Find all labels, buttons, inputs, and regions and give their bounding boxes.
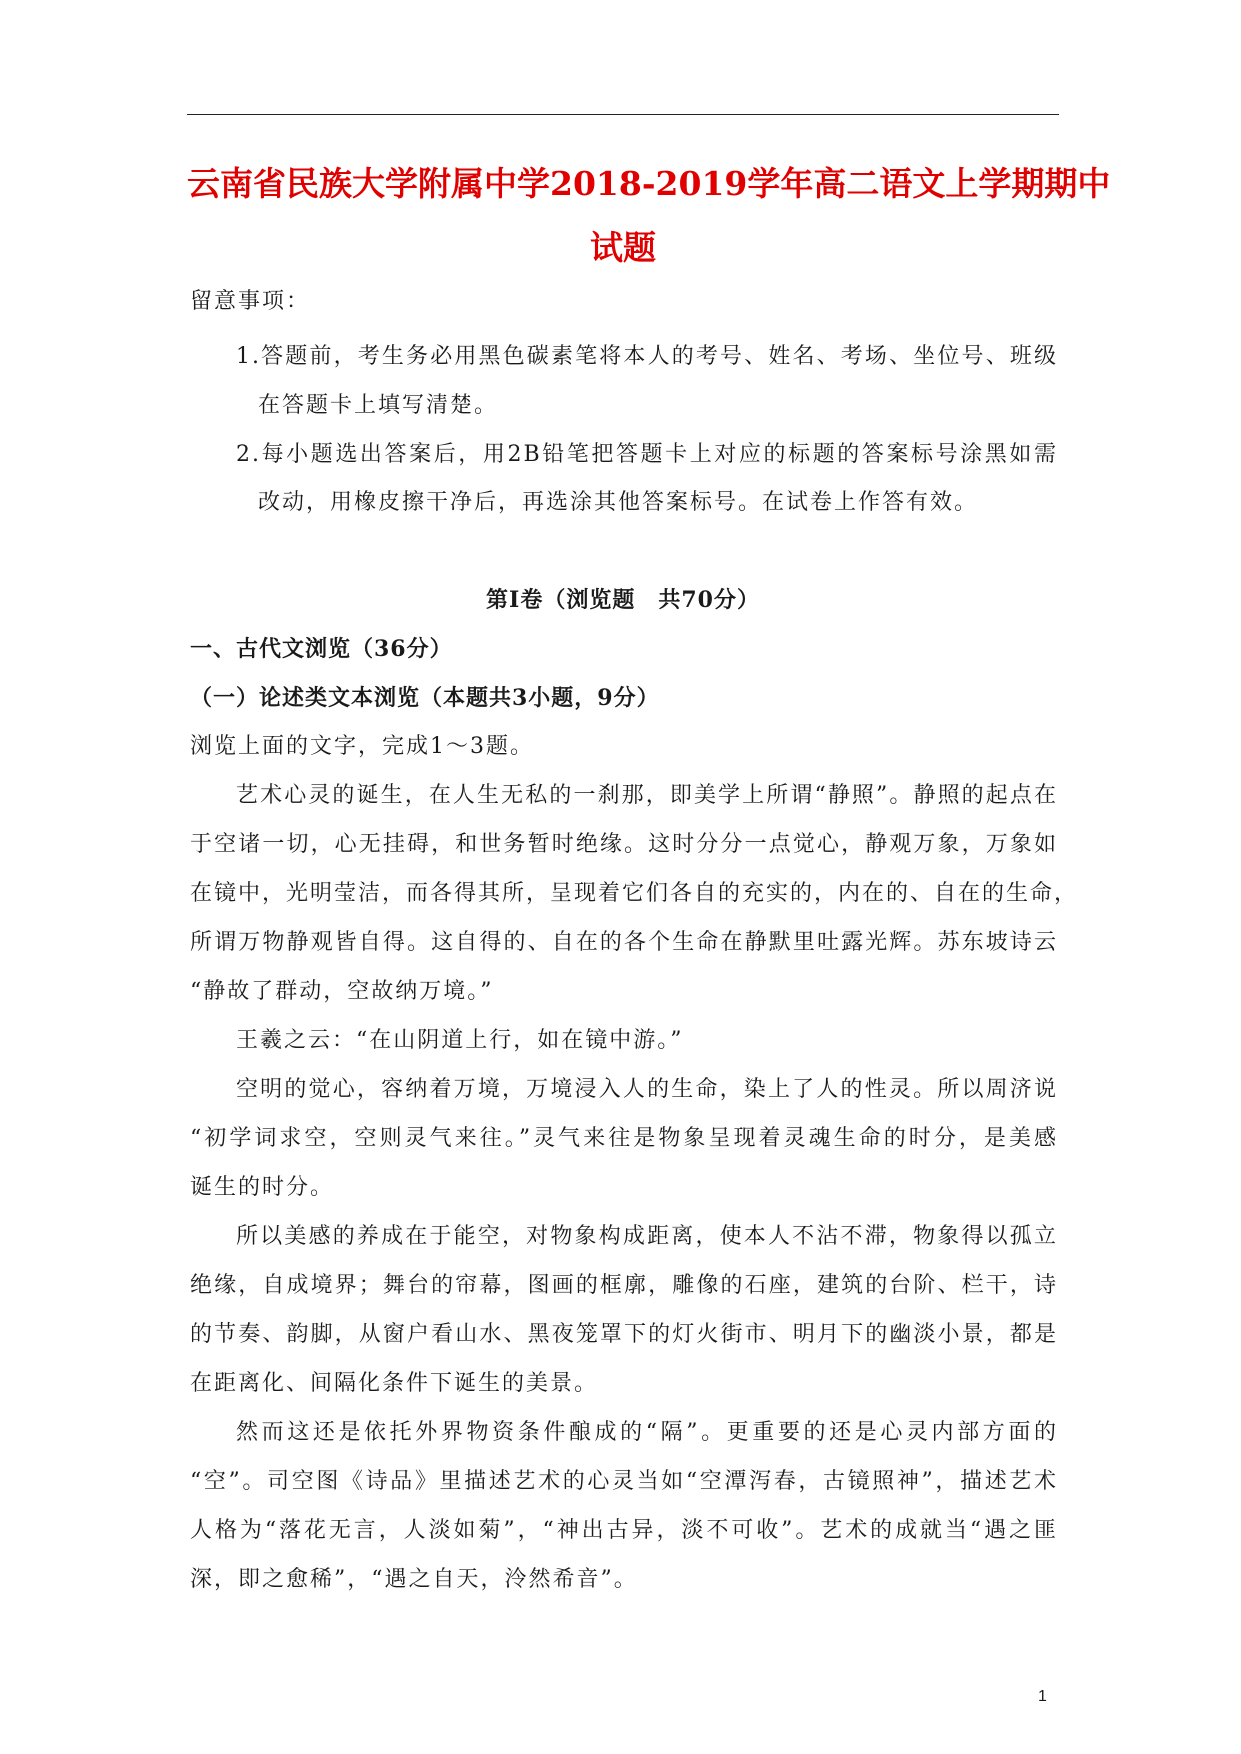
instruction: 浏览上面的文字，完成1～3题。: [190, 734, 534, 759]
passage-p1-line4: 所谓万物静观皆自得。这自得的、自在的各个生命在静默里吐露光辉。苏东坡诗云: [190, 930, 1058, 955]
document-title-line2: 试题: [590, 228, 656, 267]
part1-title: 一、古代文浏览（36分）: [190, 636, 453, 662]
passage-p4-line3: 的节奏、韵脚，从窗户看山水、黑夜笼罩下的灯火街市、明月下的幽淡小景，都是: [190, 1322, 1058, 1347]
passage-p5-line2: “空”。司空图《诗品》里描述艺术的心灵当如“空潭泻春，古镜照神”，描述艺术: [190, 1469, 1058, 1494]
notice-item-1-line1: 1.答题前，考生务必用黑色碳素笔将本人的考号、姓名、考场、坐位号、班级: [236, 344, 1058, 369]
volume-title: 第Ⅰ卷（浏览题 共70分）: [486, 587, 760, 613]
passage-p5-line1: 然而这还是依托外界物资条件酿成的“隔”。更重要的还是心灵内部方面的: [236, 1420, 1058, 1445]
passage-p5-line3: 人格为“落花无言，人淡如菊”，“神出古异，淡不可收”。艺术的成就当“遇之匪: [190, 1518, 1058, 1543]
passage-p1-line1: 艺术心灵的诞生，在人生无私的一刹那，即美学上所谓“静照”。静照的起点在: [236, 783, 1058, 808]
passage-p5-line4: 深，即之愈稀”，“遇之自天，泠然希音”。: [190, 1567, 638, 1592]
header-rule: [187, 114, 1059, 115]
passage-p3-line3: 诞生的时分。: [190, 1175, 335, 1200]
page-number: 1: [1038, 1688, 1047, 1705]
passage-p4-line1: 所以美感的养成在于能空，对物象构成距离，使本人不沾不滞，物象得以孤立: [236, 1224, 1058, 1249]
document-title-line1: 云南省民族大学附属中学2018-2019学年高二语文上学期期中: [187, 164, 1111, 203]
passage-p1-line3: 在镜中，光明莹洁，而各得其所，呈现着它们各自的充实的，内在的、自在的生命，: [190, 881, 1079, 906]
passage-p4-line2: 绝缘，自成境界；舞台的帘幕，图画的框廓，雕像的石座，建筑的台阶、栏干，诗: [190, 1273, 1058, 1298]
passage-p3-line2: “初学词求空，空则灵气来往。”灵气来往是物象呈现着灵魂生命的时分，是美感: [190, 1126, 1058, 1151]
passage-p2-line1: 王羲之云：“在山阴道上行，如在镜中游。”: [236, 1028, 684, 1053]
passage-p4-line4: 在距离化、间隔化条件下诞生的美景。: [190, 1371, 599, 1396]
passage-p1-line5: “静故了群动，空故纳万境。”: [190, 979, 494, 1004]
notice-item-2-line2: 改动，用橡皮擦干净后，再选涂其他答案标号。在试卷上作答有效。: [258, 490, 979, 515]
notice-item-1-line2: 在答题卡上填写清楚。: [258, 393, 499, 418]
notice-heading: 留意事项：: [190, 289, 311, 314]
notice-item-2-line1: 2.每小题选出答案后，用2B铅笔把答题卡上对应的标题的答案标号涂黑如需: [236, 442, 1058, 467]
passage-p3-line1: 空明的觉心，容纳着万境，万境浸入人的生命，染上了人的性灵。所以周济说: [236, 1077, 1058, 1102]
passage-p1-line2: 于空诸一切，心无挂碍，和世务暂时绝缘。这时分分一点觉心，静观万象，万象如: [190, 832, 1058, 857]
subpart1-title: （一）论述类文本浏览（本题共3小题，9分）: [190, 685, 660, 711]
